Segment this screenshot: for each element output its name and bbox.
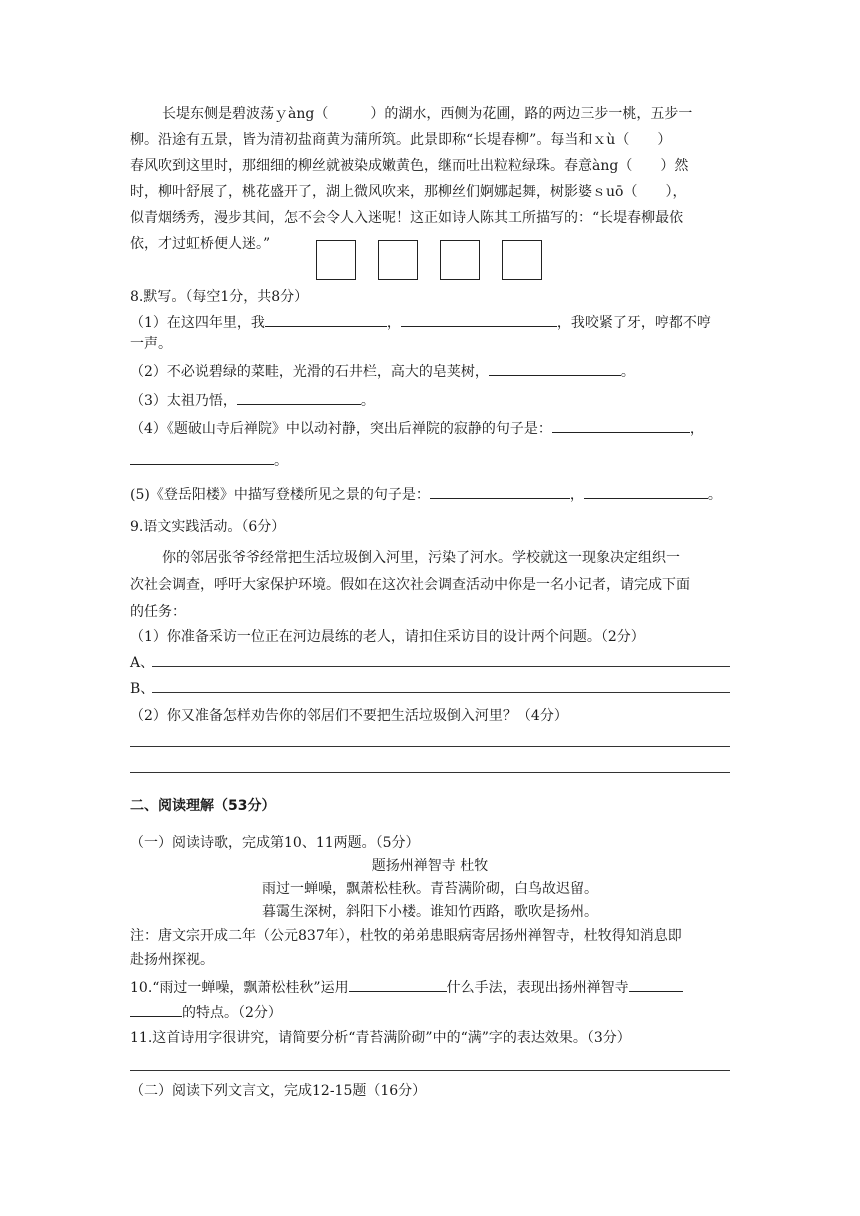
q9-para-line-1: 你的邻居张爷爷经常把生活垃圾倒入河里，污染了河水。学校就这一现象决定组织一 — [162, 550, 680, 566]
q8-item-3 — [130, 388, 730, 412]
part1-intro: （一）阅读诗歌，完成第10、11两题。（5分） — [130, 835, 420, 851]
q10-text-a: 10.“雨过一蝉噪，飘萧松桂秋”运用 — [130, 980, 349, 996]
q9-sub-2: （2）你又准备怎样劝告你的邻居们不要把生活垃圾倒入河里？（4分） — [130, 708, 568, 724]
q8-item5-text-b: ， — [569, 487, 584, 503]
q8-item-1 — [130, 310, 730, 334]
q9-answer-b[interactable] — [130, 678, 730, 700]
poem-note-line-2: 赴扬州探视。 — [130, 952, 214, 968]
poem-line-2: 暮霭生深树，斜阳下小楼。谁知竹西路，歌吹是扬州。 — [262, 904, 598, 920]
answer-box-1[interactable] — [316, 240, 356, 280]
answer-box-3[interactable] — [440, 240, 480, 280]
q9-line-a[interactable] — [152, 666, 730, 667]
q8-blank-4[interactable] — [237, 388, 361, 405]
q8-blank-3[interactable] — [489, 359, 621, 376]
q10-text-b: 什么手法，表现出扬州禅智寺 — [446, 980, 629, 996]
q9-sub-1: （1）你准备采访一位正在河边晨练的老人，请扣住采访目的设计两个问题。（2分） — [130, 629, 645, 645]
q8-item5-text-a: (5)《登岳阳楼》中描写登楼所见之景的句子是： — [130, 487, 430, 503]
q8-item-2 — [130, 359, 730, 383]
q8-item1-text-b: ， — [386, 315, 401, 331]
q8-item2-text-a: （2）不必说碧绿的菜畦，光滑的石井栏，高大的皂荚树， — [130, 364, 489, 380]
q11: 11.这首诗用字很讲究，请简要分析“青苔满阶砌”中的“满”字的表达效果。（3分） — [130, 1030, 631, 1046]
passage-line-3: 春风吹到这里时，那细细的柳丝就被染成嫩黄色，继而吐出粒粒绿珠。春意àng（ ）然 — [130, 158, 689, 174]
q10-cont — [130, 1000, 730, 1024]
q8-blank-2[interactable] — [401, 310, 557, 327]
q8-item-4-cont — [130, 448, 730, 472]
q10 — [130, 975, 730, 999]
q8-item-4 — [130, 416, 730, 440]
q10-blank-1[interactable] — [349, 975, 447, 992]
q9-label-a: A、 — [130, 655, 155, 671]
q8-item3-text-b: 。 — [360, 393, 375, 409]
q8-item-5 — [130, 482, 730, 506]
poem-note-line-1: 注：唐文宗开成二年（公元837年），杜牧的弟弟患眼病寄居扬州禅智寺，杜牧得知消息即 — [130, 928, 682, 944]
q9-line-b[interactable] — [152, 692, 730, 693]
passage-line-2: 柳。沿途有五景，皆为清初盐商黄为蒲所筑。此景即称“长堤春柳”。每当和ｘù（ ） — [130, 132, 672, 148]
q8-item3-text-a: （3）太祖乃悟， — [130, 393, 237, 409]
q8-item4-text-c: 。 — [274, 453, 288, 469]
q11-answer-line[interactable] — [130, 1070, 730, 1071]
q8-blank-1[interactable] — [265, 310, 387, 327]
q9-title: 9.语文实践活动。（6分） — [130, 519, 286, 535]
poem-line-1: 雨过一蝉噪，飘萧松桂秋。青苔满阶砌，白鸟故迟留。 — [262, 881, 598, 897]
passage-line-1: 长堤东侧是碧波荡ｙàng（ ）的湖水，西侧为花圃，路的两边三步一桃，五步一 — [162, 106, 693, 122]
q9-answer-line-2[interactable] — [130, 772, 730, 773]
q8-blank-5[interactable] — [552, 416, 690, 433]
passage-line-6: 依，才过虹桥便人迷。” — [130, 236, 271, 252]
section-heading: 二、阅读理解（53分） — [130, 798, 276, 814]
q8-item5-text-c: 。 — [707, 487, 722, 503]
q9-answer-line-1[interactable] — [130, 746, 730, 747]
q8-item4-text-b: ， — [689, 421, 704, 437]
q8-blank-8[interactable] — [584, 482, 708, 499]
q8-title: 8.默写。（每空1分，共8分） — [130, 289, 309, 305]
answer-box-4[interactable] — [502, 240, 542, 280]
q9-answer-a[interactable] — [130, 652, 730, 674]
q8-item4-text-a: （4）《题破山寺后禅院》中以动衬静，突出后禅院的寂静的句子是： — [130, 421, 552, 437]
q9-para-line-3: 的任务： — [130, 604, 186, 620]
q8-item-1-cont: 一声。 — [130, 336, 172, 352]
answer-box-2[interactable] — [378, 240, 418, 280]
passage-line-5: 似青烟绣秀，漫步其间，怎不会令人入迷呢！这正如诗人陈其工所描写的：“长堤春柳最依 — [130, 210, 684, 226]
passage-line-4: 时，柳叶舒展了，桃花盛开了，湖上微风吹来，那柳丝们婀娜起舞，树影婆ｓuō（ ）， — [130, 184, 687, 200]
q9-label-b: B、 — [130, 681, 155, 697]
q8-item1-text-a: （1）在这四年里，我 — [130, 315, 265, 331]
q8-item1-text-c: ，我咬紧了牙，哼都不哼 — [556, 315, 711, 331]
q10-blank-2[interactable] — [629, 975, 683, 992]
q8-blank-6[interactable] — [130, 448, 274, 465]
poem-title: 题扬州禅智寺 杜牧 — [371, 858, 489, 874]
q8-blank-7[interactable] — [430, 482, 570, 499]
q10-blank-3[interactable] — [130, 1000, 182, 1017]
q9-para-line-2: 次社会调查，呼吁大家保护环境。假如在这次社会调查活动中你是一名小记者，请完成下面 — [130, 577, 690, 593]
q8-item2-text-b: 。 — [620, 364, 635, 380]
q10-text-c: 的特点。（2分） — [182, 1005, 282, 1021]
part2-intro: （二）阅读下列文言文，完成12-15题（16分） — [130, 1083, 427, 1099]
